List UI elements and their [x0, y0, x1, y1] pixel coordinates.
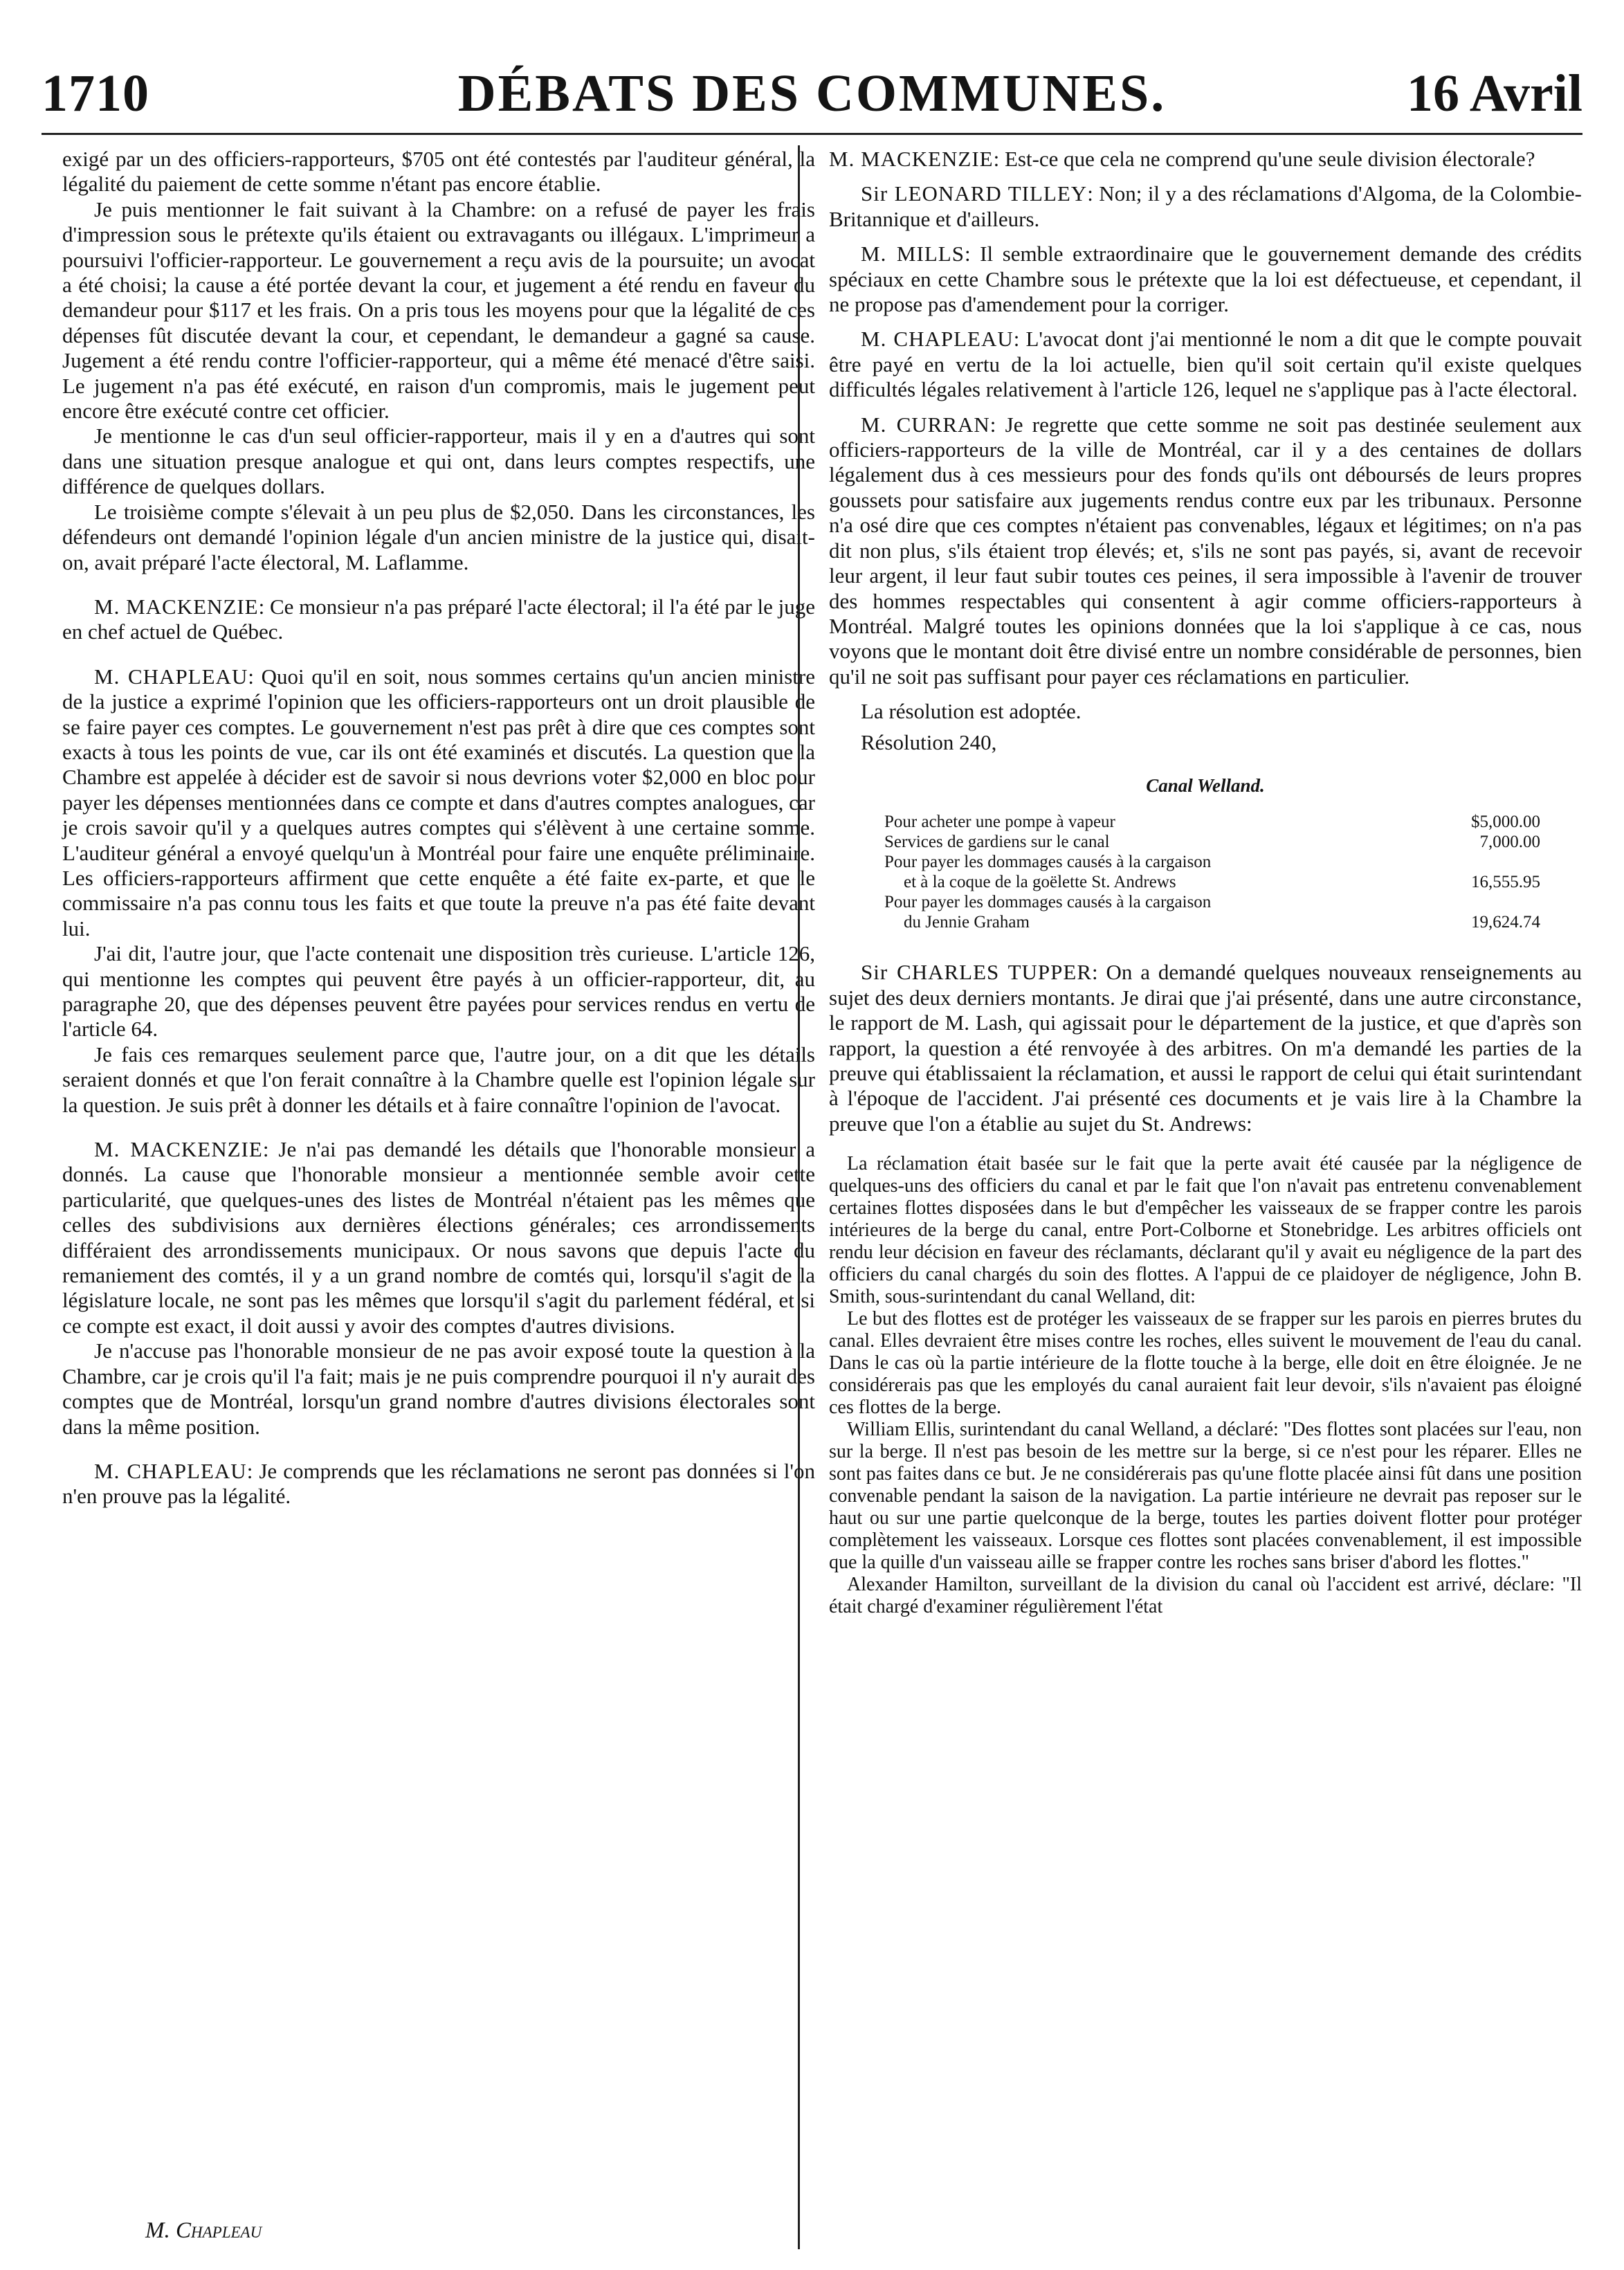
budget-row [884, 912, 1540, 932]
page-date: 16 Avril [1406, 64, 1582, 122]
budget-label: Pour payer les dommages causés à la cargaison [884, 853, 1212, 872]
budget-row [884, 872, 1540, 892]
budget-title: Canal Welland. [1146, 774, 1265, 796]
quote-paragraph: Le but des flottes est de protéger les vaisseaux de se frapper sur les parois en pierres brutes du canal. Elles devraient être mises contre les roches, elles suivent le mouvement de l'eau du canal. Dans le cas où la partie intérieure de la flotte touche à la berge, elle doit en être éloignée. Je ne considérerais pas que les employés du canal auraient fait leur devoir, s'ils n'avaient pas éloigné ces flottes de la berge. [829, 1308, 1582, 1419]
quote-paragraph: La réclamation était basée sur le fait que la perte avait été causée par la négligence de quelques-uns des officiers du canal et par le fait que l'on n'avait pas entretenu convenablement certaines flottes disposées dans le but d'empêcher les vaisseaux de se frapper contre les parois intérieures de la berge du canal, entre Port-Colborne et Stonebridge. Les arbitres officiels ont rendu leur décision en faveur des réclamants, déclarant qu'il y avait eu négligence de la part des officiers du canal chargés du soin des flottes. A l'appui de ce plaidoyer de négligence, John B. Smith, sous-surintendant du canal Welland, dit: [829, 1153, 1582, 1308]
speech-paragraph: M. MACKENZIE: Est-ce que cela ne comprend qu'une seule division électorale? [829, 147, 1535, 171]
paragraph: Je puis mentionner le fait suivant à la Chambre: on a refusé de payer les frais d'impression sous le prétexte qu'ils étaient ou extravagants ou illégaux. L'imprimeur a poursuivi l'officier-rapporteur. Le gouvernement a reçu avis de la poursuite; un avocat a été choisi; la cause a été portée devant la cour, et jugement a été rendu en faveur du demandeur pour $117 et les frais. On a pris tous les moyens pour que la légalité de ces dépenses fût discutée devant la cour, et cependant, le demandeur a gagné sa cause. Jugement a été rendu contre l'officier-rapporteur, qui a même été menacé d'être saisi. Le jugement n'a pas été exécuté, en raison d'un compromis, mais le jugement peut encore être exécuté contre cet officier. [62, 197, 815, 424]
budget-label: Services de gardiens sur le canal [884, 833, 1110, 852]
speech-paragraph: M. CHAPLEAU: Quoi qu'il en soit, nous sommes certains qu'un ancien ministre de la justice a exprimé l'opinion que les officiers-rapporteurs ont un droit plausible de se faire payer ces comptes. Le gouvernement n'est pas prêt à dire que ces comptes sont exacts à tous les points de vue, car ils ont été examinés et discutés. La question que la Chambre est appelée à décider est de savoir si nous devrions voter $2,000 en bloc pour payer les dépenses mentionnées dans ce compte et dans d'autres comptes analogues, car je crois savoir qu'il y a quelques autres comptes qui s'élèvent à une certaine somme. L'auditeur général a envoyé quelqu'un à Montréal pour faire une enquête préliminaire. Les officiers-rapporteurs affirment que cette enquête a été faite ex-parte, et que le commissaire n'a pas connu tous les faits et que toute la preuve n'a pas été faite devant lui. [62, 664, 815, 941]
speech-paragraph: Sir LEONARD TILLEY: Non; il y a des réclamations d'Algoma, de la Colombie-Britannique et d'ailleurs. [829, 181, 1582, 231]
budget-row [884, 832, 1540, 852]
right-column [829, 147, 1582, 1618]
paragraph: J'ai dit, l'autre jour, que l'acte contenait une disposition très curieuse. L'article 126, qui mentionne les comptes qui peuvent être payés à un officier-rapporteur, dit, au paragraphe 20, que des dépenses peuvent être payées pour services rendus en vertu de l'article 64. [62, 941, 815, 1042]
speech-paragraph: Sir CHARLES TUPPER: On a demandé quelques nouveaux renseignements au sujet des deux derniers montants. Je dirai que j'ai présenté, dans une autre circonstance, le rapport de M. Lash, qui agissait pour le département de la justice, et que d'après son rapport, la question a été renvoyée à des arbitres. On m'a demandé les parties de la preuve qui établissaient la réclamation, et aussi le rapport de celui qui était surintendant à l'époque de l'accident. J'ai présenté ces documents et je vais lire à la Chambre la preuve que l'on a établie au sujet du St. Andrews: [829, 960, 1582, 1136]
page-header [42, 64, 1582, 130]
speaker-name: M. CHAPLEAU [861, 327, 1014, 352]
speech-paragraph: M. MACKENZIE: Ce monsieur n'a pas préparé l'acte électoral; il l'a été par le juge en chef actuel de Québec. [62, 594, 815, 644]
left-column [62, 147, 815, 1509]
page-number: 1710 [42, 64, 149, 122]
speaker-name: M. CURRAN [861, 412, 990, 437]
speaker-name: M. MACKENZIE [94, 1137, 263, 1162]
speech-paragraph: M. CHAPLEAU: Je comprends que les réclamations ne seront pas données si l'on n'en prouve pas la légalité. [62, 1458, 816, 1509]
page-title: DÉBATS DES COMMUNES. [457, 64, 1167, 122]
budget-table [884, 812, 1540, 932]
speech-paragraph: M. MACKENZIE: Je n'ai pas demandé les détails que l'honorable monsieur a donnés. La cause que l'honorable monsieur a mentionnée semble avoir cette particularité, que quelques-unes des listes de Montréal n'étaient pas les mêmes que celles des subdivisions aux dernières élections générales; ces arrondissements différaient des arrondissements municipaux. Or nous savons que depuis l'acte du remaniement des comtés, il y a un grand nombre de comtés qui, lorsqu'il s'agit de la législature locale, ne sont pas les mêmes que lorsqu'il s'agit du parlement fédéral, et si ce compte est exact, il doit aussi y avoir des comptes d'autres divisions. [62, 1137, 815, 1338]
quote-paragraph: Alexander Hamilton, surveillant de la division du canal où l'accident est arrivé, déclare: "Il était chargé d'examiner régulièrement l'état [829, 1574, 1582, 1618]
speech-paragraph: M. CHAPLEAU: L'avocat dont j'ai mentionné le nom a dit que le compte pouvait être payé en vertu de la loi actuelle, bien qu'il soit certain qu'il existe quelques difficultés légales relativement à l'article 126, lequel ne s'applique pas à l'acte électoral. [829, 327, 1582, 402]
budget-amount: $5,000.00 [1471, 812, 1540, 832]
paragraph: Je fais ces remarques seulement parce que, l'autre jour, on a dit que les détails seraient donnés et que l'on ferait connaître à la Chambre quelle est l'opinion légale sur la question. Je suis prêt à donner les détails et à faire connaître l'opinion de l'avocat. [62, 1042, 815, 1117]
paragraph: exigé par un des officiers-rapporteurs, $705 ont été contestés par l'auditeur général, la légalité du paiement de cette somme n'étant pas encore établie. [62, 147, 815, 197]
budget-row [884, 812, 1540, 832]
resolution-adopted: La résolution est adoptée. [861, 699, 1082, 724]
paragraph: Le troisième compte s'élevait à un peu plus de $2,050. Dans les circonstances, les défendeurs ont demandé l'opinion légale d'un ancien ministre de la justice qui, disait-on, avait préparé l'acte électoral, M. Laflamme. [62, 499, 815, 574]
paragraph: Je mentionne le cas d'un seul officier-rapporteur, mais il y en a d'autres qui sont dans une situation presque analogue et qui ont, dans leurs comptes respectifs, une différence de quelques dollars. [62, 424, 815, 499]
speaker-name: Sir LEONARD TILLEY [861, 181, 1088, 206]
quote-paragraph: William Ellis, surintendant du canal Welland, a déclaré: "Des flottes sont placées sur l'eau, non sur la berge. Il n'est pas besoin de les mettre sur la berge, si ce n'est pour les réparer. Elles ne sont pas faites dans ce but. Je ne considérerais pas qu'une flotte placée ainsi fût dans une position convenable pendant la saison de la navigation. La partie intérieure ne devrait pas reposer sur le haut ou sur une partie quelconque de la berge, toutes les parties doivent flotter pour protéger complètement les vaisseaux. Lorsque ces flottes sont placées convenablement, il est impossible que la quille d'un vaisseau aille se frapper contre les roches sans briser d'abord les flottes." [829, 1419, 1582, 1574]
speaker-name: M. CHAPLEAU [94, 1458, 247, 1483]
resolution-number: Résolution 240, [861, 729, 997, 754]
budget-amount: 19,624.74 [1471, 913, 1540, 932]
budget-label: Pour acheter une pompe à vapeur [884, 812, 1115, 832]
speaker-name: M. CHAPLEAU [94, 664, 248, 689]
speaker-name: M. MILLS [861, 242, 965, 266]
budget-label-continued: et à la coque de la goëlette St. Andrews [904, 873, 1176, 892]
speaker-name: M. MACKENZIE [829, 147, 994, 171]
speech-paragraph: M. CURRAN: Je regrette que cette somme ne soit pas destinée seulement aux officiers-rapporteurs de la ville de Montréal, car il y a des centaines de dollars légalement dus à ces messieurs pour des fonds qu'ils ont déboursés de leurs propres goussets pour satisfaire aux jugements rendus contre eux par les tribunaux. Personne n'a osé dire que ces comptes n'étaient pas convenables, légaux et légitimes; on n'a pas dit non plus, s'ils étaient trop élevés; et, s'ils ne sont pas payés, si, avant de recevoir leur argent, il leur faut subir toutes ces peines, il sera impossible à l'avenir de trouver des hommes respectables qui consentent à agir comme officiers-rapporteurs à Montréal. Malgré toutes les opinions données que la loi s'applique à ce cas, nous voyons que le montant doit être divisé entre un nombre considérable de personnes, bien qu'il ne soit pas suffisant pour payer ces réclamations en particulier. [829, 412, 1582, 689]
catchword: M. Chapleau [145, 2218, 262, 2243]
speech-paragraph: M. MILLS: Il semble extraordinaire que le gouvernement demande des crédits spéciaux en cette Chambre sous le prétexte que la loi est défectueuse, et cependant, il ne propose pas d'amendement pour la corriger. [829, 242, 1582, 317]
budget-row [884, 892, 1540, 912]
budget-row [884, 852, 1540, 872]
budget-label: Pour payer les dommages causés à la cargaison [884, 893, 1212, 912]
quoted-evidence [829, 1153, 1582, 1618]
speaker-name: Sir CHARLES TUPPER [861, 960, 1093, 985]
budget-amount: 7,000.00 [1479, 833, 1540, 852]
budget-amount: 16,555.95 [1471, 873, 1540, 892]
speaker-name: M. MACKENZIE [94, 594, 259, 619]
paragraph: Je n'accuse pas l'honorable monsieur de ne pas avoir exposé toute la question à la Chambre, car je crois qu'il l'a fait; mais je ne puis comprendre pourquoi il n'y aurait des comptes que de Montréal, lorsqu'un grand nombre d'autres divisions électorales sont dans la même position. [62, 1338, 815, 1439]
header-rule [42, 133, 1582, 135]
budget-label-continued: du Jennie Graham [904, 913, 1030, 932]
